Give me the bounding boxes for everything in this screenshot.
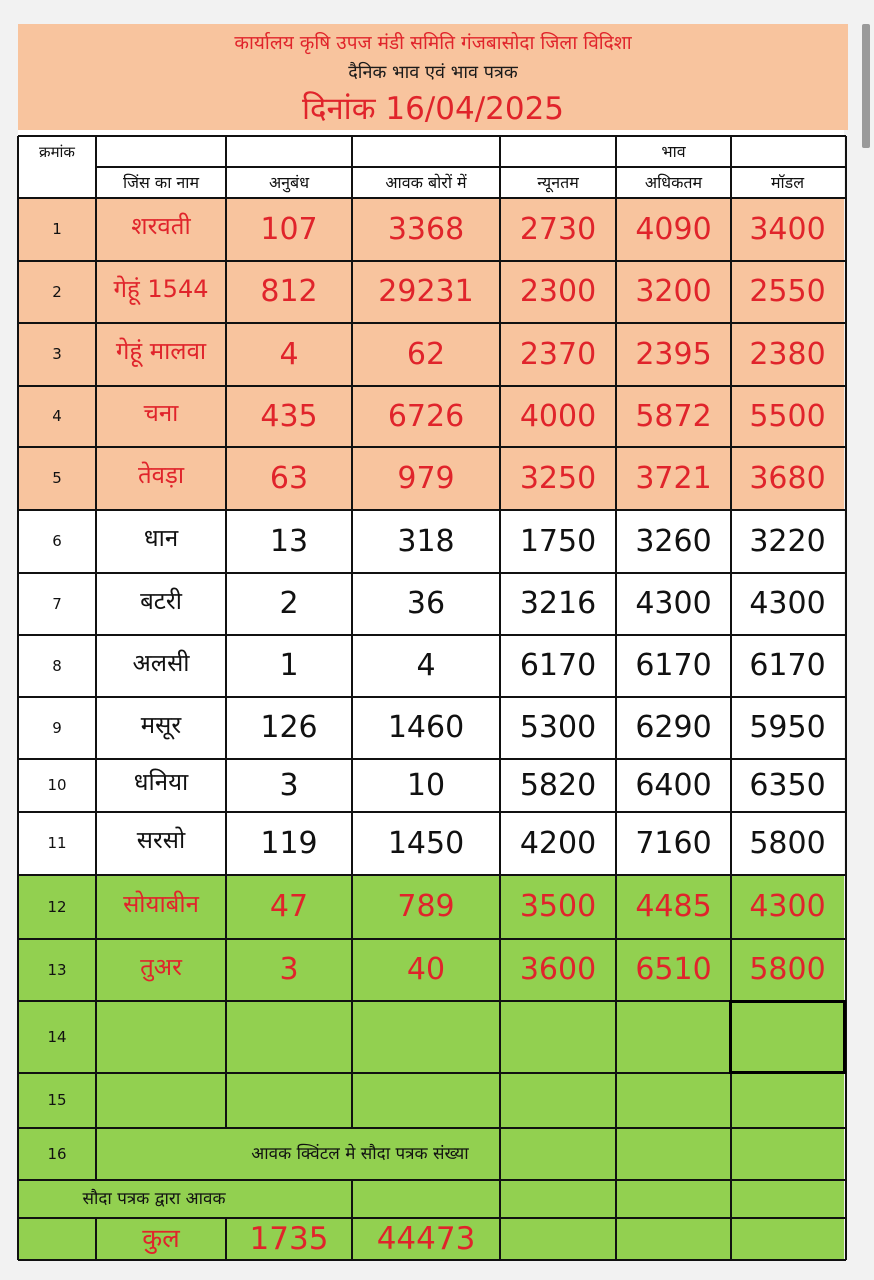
row-modal: 4300 <box>749 586 826 621</box>
grid-line <box>18 634 846 636</box>
row-min: 6170 <box>519 648 597 683</box>
col-modal: मॉडल <box>770 173 805 192</box>
row-arrival: 40 <box>406 952 446 987</box>
row-max: 6510 <box>635 952 712 987</box>
row-arrival <box>352 1001 500 1073</box>
scrollbar-thumb[interactable] <box>862 24 870 148</box>
grid-line <box>18 1179 846 1181</box>
row-serial: 16 <box>47 1145 67 1163</box>
row-min: 3600 <box>519 952 597 987</box>
grid-line <box>18 1217 846 1219</box>
row-contract: 47 <box>269 889 309 924</box>
row-commodity: तुअर <box>140 953 182 981</box>
row-serial: 5 <box>52 469 62 487</box>
grid-line <box>225 1218 227 1260</box>
row-max: 7160 <box>635 826 712 861</box>
row-min: 5300 <box>519 710 597 745</box>
col-serial: क्रमांक <box>39 143 75 161</box>
grid-line <box>18 197 846 199</box>
row-min <box>500 1001 616 1073</box>
grid-line <box>18 260 846 262</box>
row-arrival: 10 <box>406 768 446 803</box>
row-min: 3500 <box>519 889 597 924</box>
grid-line <box>18 696 846 698</box>
row-commodity: अलसी <box>132 649 190 677</box>
row-max: 2395 <box>635 337 712 372</box>
row-arrival: 318 <box>397 524 455 559</box>
row-commodity <box>96 1073 226 1122</box>
row-serial: 8 <box>52 657 62 675</box>
row-min <box>500 1073 616 1128</box>
row-serial: 1 <box>52 220 62 238</box>
row-min: 3250 <box>519 461 597 496</box>
row-modal: 3220 <box>749 524 826 559</box>
row-max: 4485 <box>635 889 712 924</box>
row-serial: 7 <box>52 595 62 613</box>
report-date: दिनांक 16/04/2025 <box>301 91 565 127</box>
row-contract: 435 <box>260 399 318 434</box>
row-serial: 14 <box>47 1028 67 1046</box>
row-min: 3216 <box>519 586 597 621</box>
row-max: 5872 <box>635 399 712 434</box>
row-min: 2730 <box>519 212 597 247</box>
row-serial: 12 <box>47 898 67 916</box>
row-serial: 6 <box>52 532 62 550</box>
grid-line <box>95 136 97 1180</box>
deal-slip-arrival-label: सौदा पत्रक द्वारा आवक <box>82 1189 226 1209</box>
grid-line <box>18 1127 846 1129</box>
grid-line <box>499 136 501 1260</box>
row-arrival: 979 <box>397 461 455 496</box>
grid-line <box>18 1259 846 1261</box>
row-commodity: गेहूं 1544 <box>113 275 209 303</box>
row-commodity: धान <box>143 524 179 552</box>
row-contract: 2 <box>279 586 299 621</box>
row-min: 2370 <box>519 337 597 372</box>
row-min: 2300 <box>519 274 597 309</box>
grid-line <box>18 758 846 760</box>
row-contract: 4 <box>279 337 299 372</box>
row-contract: 126 <box>260 710 318 745</box>
grid-line <box>730 136 732 1260</box>
row-serial: 4 <box>52 407 62 425</box>
row-commodity: चना <box>143 399 179 427</box>
grid-line <box>351 136 353 1128</box>
row-max <box>616 1073 731 1128</box>
col-price-group: भाव <box>661 142 686 161</box>
row-modal: 2550 <box>749 274 826 309</box>
row-modal: 5800 <box>749 952 826 987</box>
grid-line <box>18 1072 846 1074</box>
grid-line <box>615 136 617 1260</box>
col-arrival: आवक बोरों में <box>385 173 467 192</box>
report-subtitle: दैनिक भाव एवं भाव पत्रक <box>348 62 518 83</box>
row-max: 4300 <box>635 586 712 621</box>
row-min: 1750 <box>519 524 597 559</box>
grid-line <box>18 446 846 448</box>
grid-line <box>18 385 846 387</box>
office-title: कार्यालय कृषि उपज मंडी समिति गंजबासोदा जिला विदिशा <box>234 32 632 54</box>
row-max: 3260 <box>635 524 712 559</box>
grid-line <box>225 136 227 1128</box>
row-contract <box>226 1001 352 1073</box>
row-max: 3721 <box>635 461 712 496</box>
row-max: 4090 <box>635 212 712 247</box>
col-min: न्यूनतम <box>537 173 579 192</box>
row-serial: 9 <box>52 719 62 737</box>
row-commodity: मसूर <box>140 711 182 739</box>
row-min: 4000 <box>519 399 597 434</box>
row-modal <box>731 1073 844 1128</box>
grid-line <box>18 509 846 511</box>
row-contract: 119 <box>260 826 318 861</box>
row-min: 5820 <box>519 768 597 803</box>
row-contract: 3 <box>279 768 299 803</box>
row-modal: 2380 <box>749 337 826 372</box>
total-label: कुल <box>142 1224 180 1254</box>
row-arrival: 1450 <box>387 826 465 861</box>
total-contract: 1735 <box>249 1221 329 1257</box>
row-commodity: बटरी <box>140 587 182 615</box>
row-arrival: 29231 <box>378 274 474 309</box>
row-max: 6400 <box>635 768 712 803</box>
row-arrival: 4 <box>416 648 436 683</box>
grid-line <box>95 1218 97 1260</box>
grid-line <box>18 811 846 813</box>
row-contract: 13 <box>269 524 309 559</box>
col-contract: अनुबंध <box>268 173 310 192</box>
deal-slip-count-label: आवक क्विंटल मे सौदा पत्रक संख्या <box>251 1144 469 1164</box>
row-arrival: 1460 <box>387 710 465 745</box>
row-contract: 63 <box>269 461 309 496</box>
row-contract <box>226 1073 352 1128</box>
grid-line <box>845 136 847 1260</box>
grid-line <box>18 322 846 324</box>
row-arrival: 36 <box>406 586 446 621</box>
total-arrival: 44473 <box>376 1221 476 1257</box>
row-contract: 107 <box>260 212 318 247</box>
grid-line <box>500 166 846 168</box>
row-arrival: 3368 <box>387 212 465 247</box>
row-commodity: सरसो <box>136 826 186 854</box>
row-commodity: गेहूं मालवा <box>115 337 207 365</box>
row-arrival <box>352 1073 500 1128</box>
row-contract: 3 <box>279 952 299 987</box>
col-max: अधिकतम <box>644 173 703 192</box>
row-commodity: शरवती <box>131 212 191 240</box>
row-modal: 4300 <box>749 889 826 924</box>
row-max <box>616 1001 731 1073</box>
selected-cell[interactable] <box>729 1000 846 1074</box>
row-commodity: सोयाबीन <box>123 890 199 918</box>
row-modal: 5500 <box>749 399 826 434</box>
row-max: 3200 <box>635 274 712 309</box>
row-serial: 2 <box>52 283 62 301</box>
grid-line <box>18 1000 846 1002</box>
row-serial: 11 <box>47 834 67 852</box>
row-serial: 3 <box>52 345 62 363</box>
row-modal: 6350 <box>749 768 826 803</box>
row-max: 6170 <box>635 648 712 683</box>
row-commodity <box>96 1001 226 1067</box>
row-modal: 6170 <box>749 648 826 683</box>
row-commodity: धनिया <box>133 768 189 796</box>
row-serial: 10 <box>47 776 67 794</box>
grid-line <box>96 166 500 168</box>
grid-line <box>351 1180 353 1260</box>
row-arrival: 6726 <box>387 399 465 434</box>
grid-line <box>17 136 19 1260</box>
row-contract: 812 <box>260 274 318 309</box>
grid-line <box>18 135 846 137</box>
row-serial: 13 <box>47 961 67 979</box>
row-contract: 1 <box>279 648 299 683</box>
row-modal: 3680 <box>749 461 826 496</box>
row-min: 4200 <box>519 826 597 861</box>
grid-line <box>18 572 846 574</box>
row-modal: 5950 <box>749 710 826 745</box>
row-arrival: 789 <box>397 889 455 924</box>
row-modal: 5800 <box>749 826 826 861</box>
row-serial: 15 <box>47 1091 67 1109</box>
row-commodity: तेवड़ा <box>137 461 185 489</box>
grid-line <box>18 938 846 940</box>
row-modal: 3400 <box>749 212 826 247</box>
col-commodity: जिंस का नाम <box>122 173 200 192</box>
row-max: 6290 <box>635 710 712 745</box>
grid-line <box>18 874 846 876</box>
row-arrival: 62 <box>406 337 446 372</box>
